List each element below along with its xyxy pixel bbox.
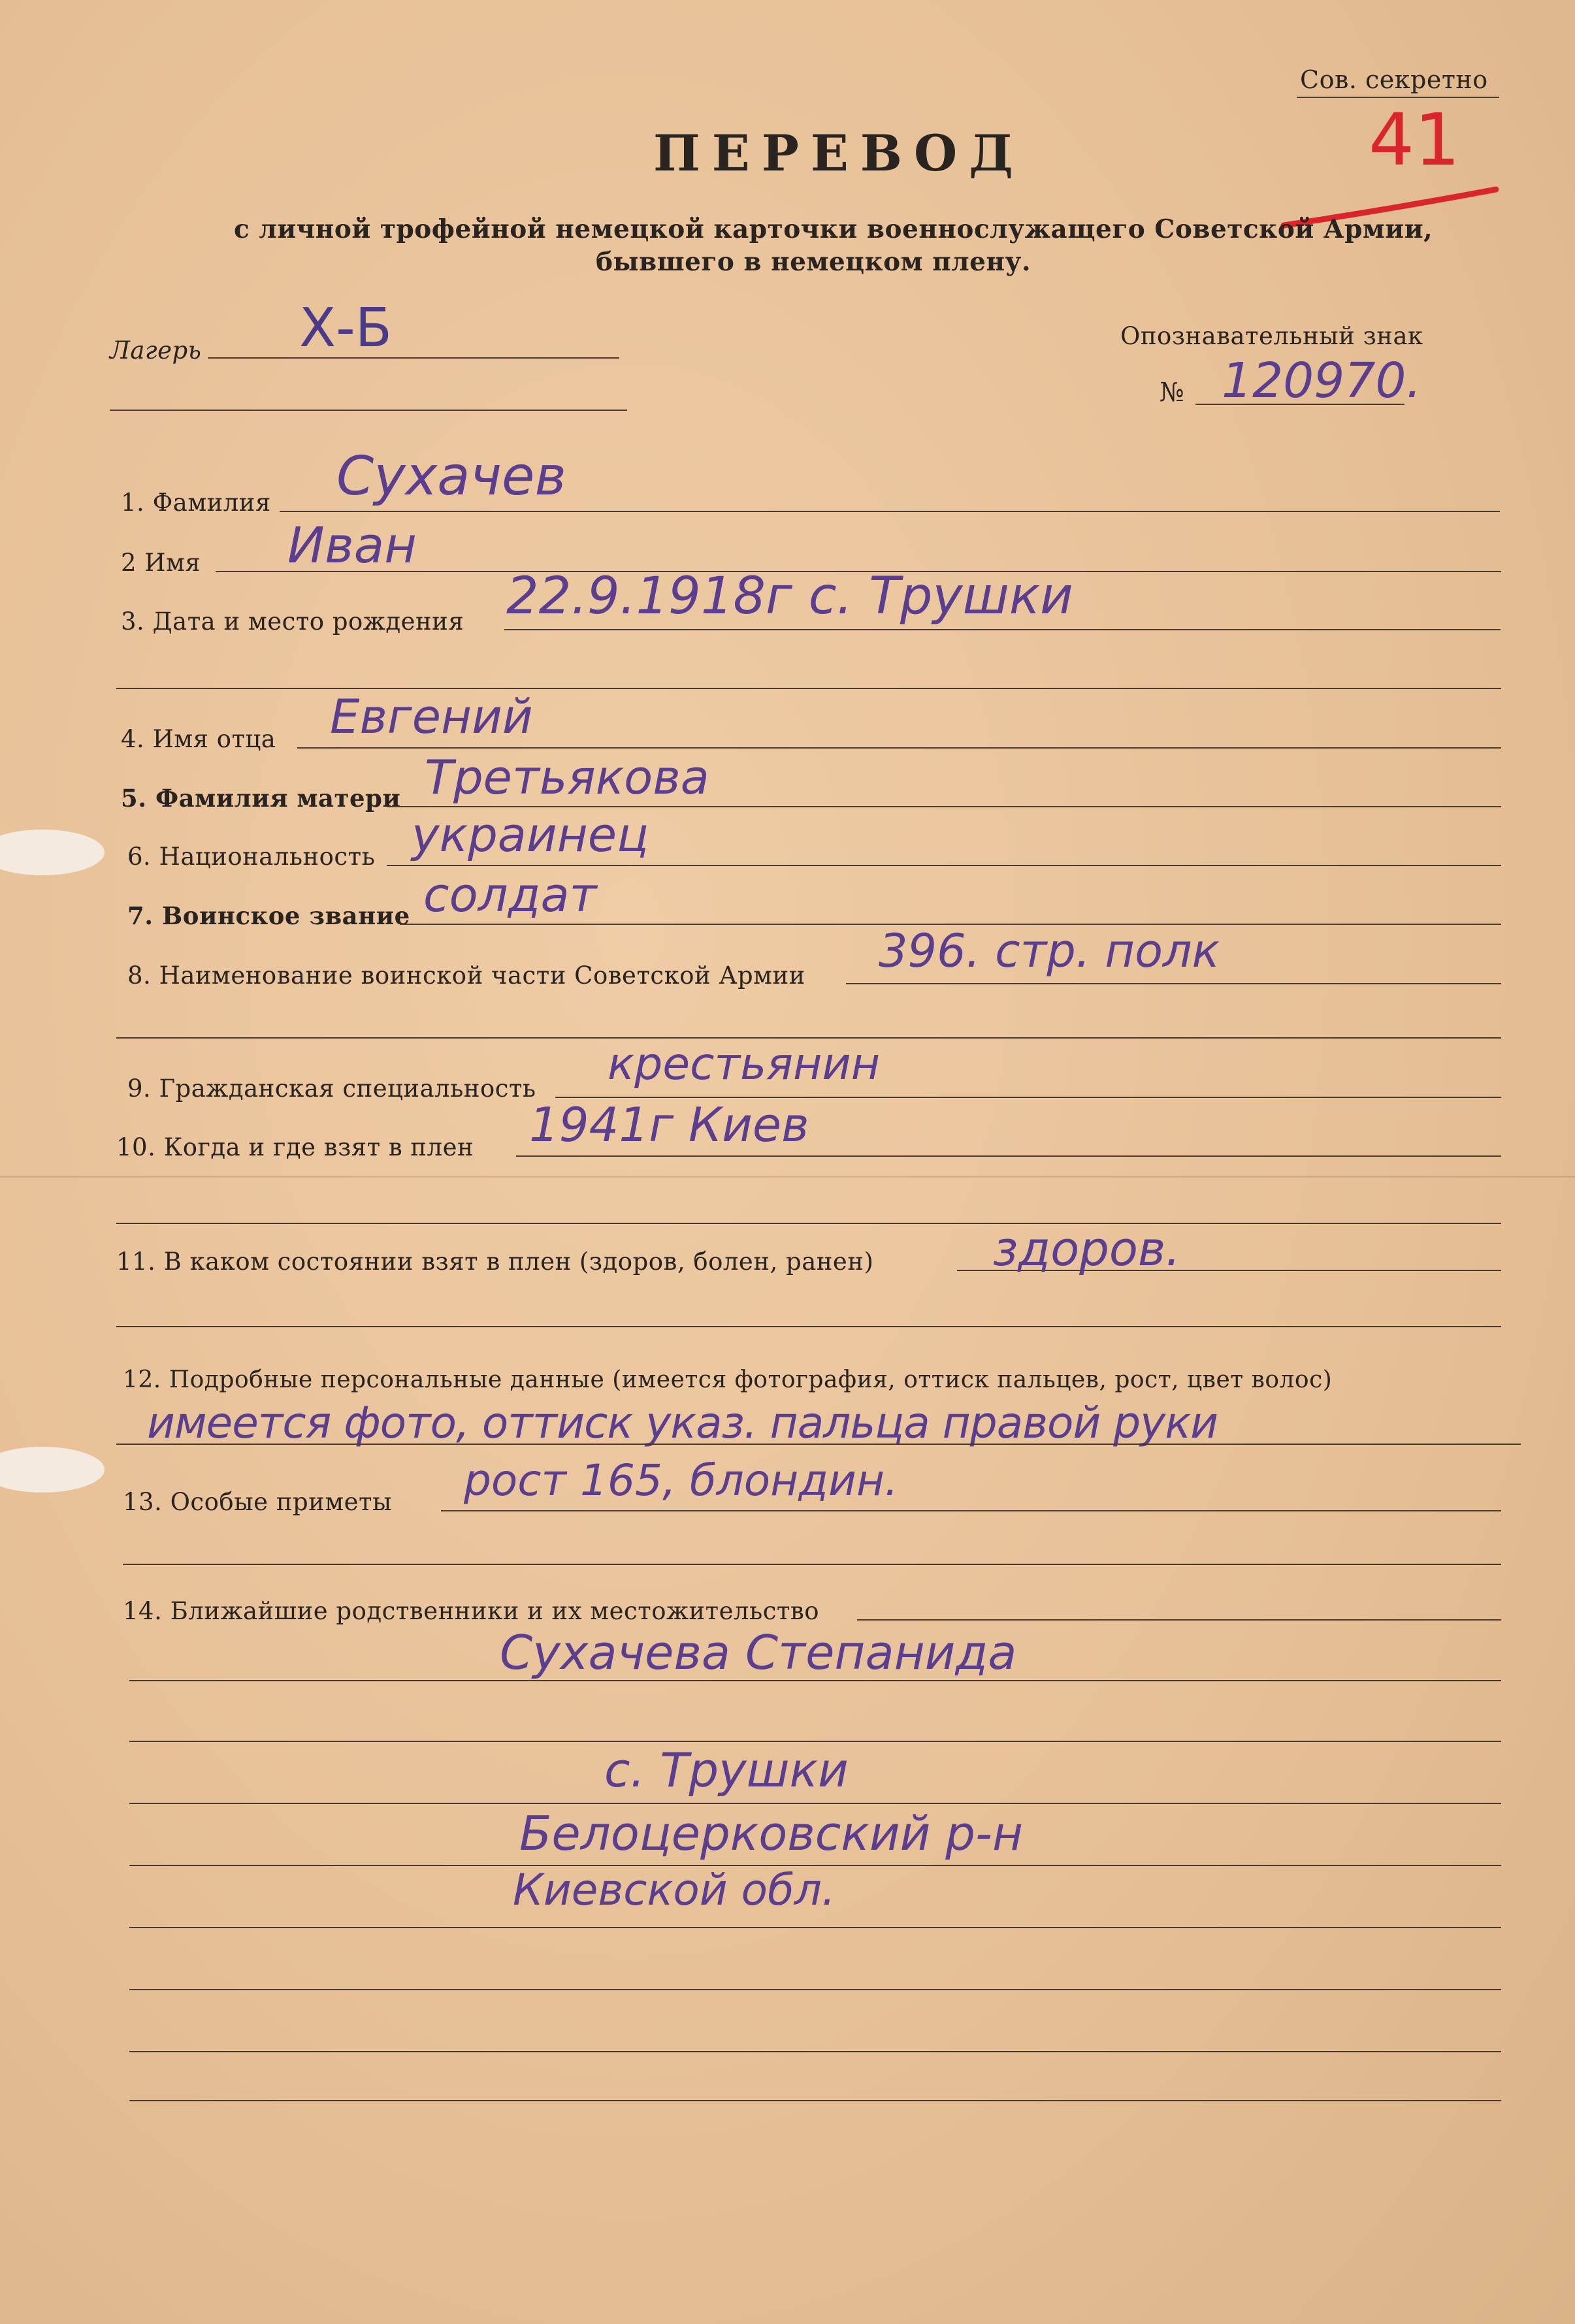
- field-14-line: [857, 1619, 1501, 1621]
- camp-value: Х-Б: [299, 297, 393, 359]
- field-12-line: [116, 1444, 1521, 1445]
- field-3-label: 3. Дата и место рождения: [121, 607, 464, 636]
- field-11-value: здоров.: [993, 1221, 1181, 1276]
- field-3-line: [504, 629, 1501, 630]
- camp-label: Лагерь: [110, 336, 202, 364]
- field-1-label: 1. Фамилия: [121, 489, 271, 517]
- page-title: ПЕРЕВОД: [653, 124, 1025, 182]
- relatives-line-1: [129, 1680, 1501, 1681]
- field-13-value: рост 165, блондин.: [464, 1455, 898, 1506]
- field-6-value: украинец: [412, 807, 649, 862]
- field-1-value: Сухачев: [336, 445, 566, 508]
- field-8-value: 396. стр. полк: [879, 924, 1220, 978]
- field-12-label: 12. Подробные персональные данные (имеется фотография, оттиск пальцев, рост, цвет волос): [123, 1366, 1333, 1393]
- field-2-label: 2 Имя: [121, 549, 201, 577]
- field-5-label: 5. Фамилия матери: [121, 784, 401, 813]
- field-3-line-2: [116, 688, 1501, 689]
- relatives-line-7: [129, 2051, 1501, 2052]
- field-4-line: [297, 747, 1501, 749]
- field-4-label: 4. Имя отца: [121, 725, 276, 753]
- relative-name: Сухачева Степанида: [500, 1625, 1017, 1680]
- subtitle-line-1: с личной трофейной немецкой карточки военнослужащего Советской Армии,: [234, 214, 1433, 244]
- relatives-line-5: [129, 1927, 1501, 1928]
- field-13-label: 13. Особые приметы: [123, 1488, 392, 1516]
- id-tag-value: 120970.: [1222, 353, 1422, 409]
- field-6-label: 6. Национальность: [127, 843, 376, 871]
- field-4-value: Евгений: [330, 689, 533, 744]
- relatives-line-8: [129, 2100, 1501, 2101]
- field-1-line: [280, 511, 1500, 512]
- camp-line-2: [110, 410, 627, 411]
- field-14-label: 14. Ближайшие родственники и их местожительство: [123, 1597, 819, 1625]
- field-9-value: крестьянин: [608, 1039, 881, 1090]
- classification-stamp: Сов. секретно: [1300, 65, 1488, 94]
- field-12-value: имеется фото, оттиск указ. пальца правой руки: [147, 1398, 1218, 1448]
- relatives-line-3: [129, 1803, 1501, 1804]
- field-5-value: Третьякова: [425, 750, 709, 805]
- field-7-value: солдат: [423, 867, 597, 922]
- camp-line: [208, 357, 619, 359]
- field-11-label: 11. В каком состоянии взят в плен (здоров, болен, ранен): [116, 1248, 874, 1276]
- field-11-line-2: [116, 1326, 1501, 1327]
- field-7-label: 7. Воинское звание: [127, 901, 410, 930]
- id-tag-number-sign: №: [1160, 378, 1185, 408]
- field-8-line: [846, 983, 1501, 984]
- field-13-line: [441, 1510, 1501, 1511]
- field-3-value: 22.9.1918г с. Трушки: [506, 567, 1073, 626]
- field-10-line: [516, 1155, 1501, 1157]
- field-13-line-2: [123, 1564, 1501, 1565]
- field-10-value: 1941г Киев: [529, 1097, 809, 1152]
- fold-crease: [0, 1176, 1575, 1178]
- relatives-line-2: [129, 1741, 1501, 1742]
- field-10-label: 10. Когда и где взят в плен: [116, 1133, 474, 1161]
- field-6-line: [387, 865, 1501, 866]
- relatives-line-6: [129, 1989, 1501, 1990]
- field-10-line-2: [116, 1223, 1501, 1224]
- field-2-value: Иван: [287, 516, 417, 574]
- relative-district: Белоцерковский р-н: [519, 1806, 1024, 1861]
- relative-village: с. Трушки: [604, 1743, 849, 1798]
- id-tag-label: Опознавательный знак: [1120, 322, 1423, 350]
- field-9-label: 9. Гражданская специальность: [127, 1074, 536, 1103]
- relative-region: Киевской обл.: [513, 1865, 836, 1915]
- field-8-label: 8. Наименование воинской части Советской Армии: [127, 961, 805, 990]
- red-mark: 41: [1369, 98, 1460, 182]
- subtitle-line-2: бывшего в немецком плену.: [596, 247, 1031, 277]
